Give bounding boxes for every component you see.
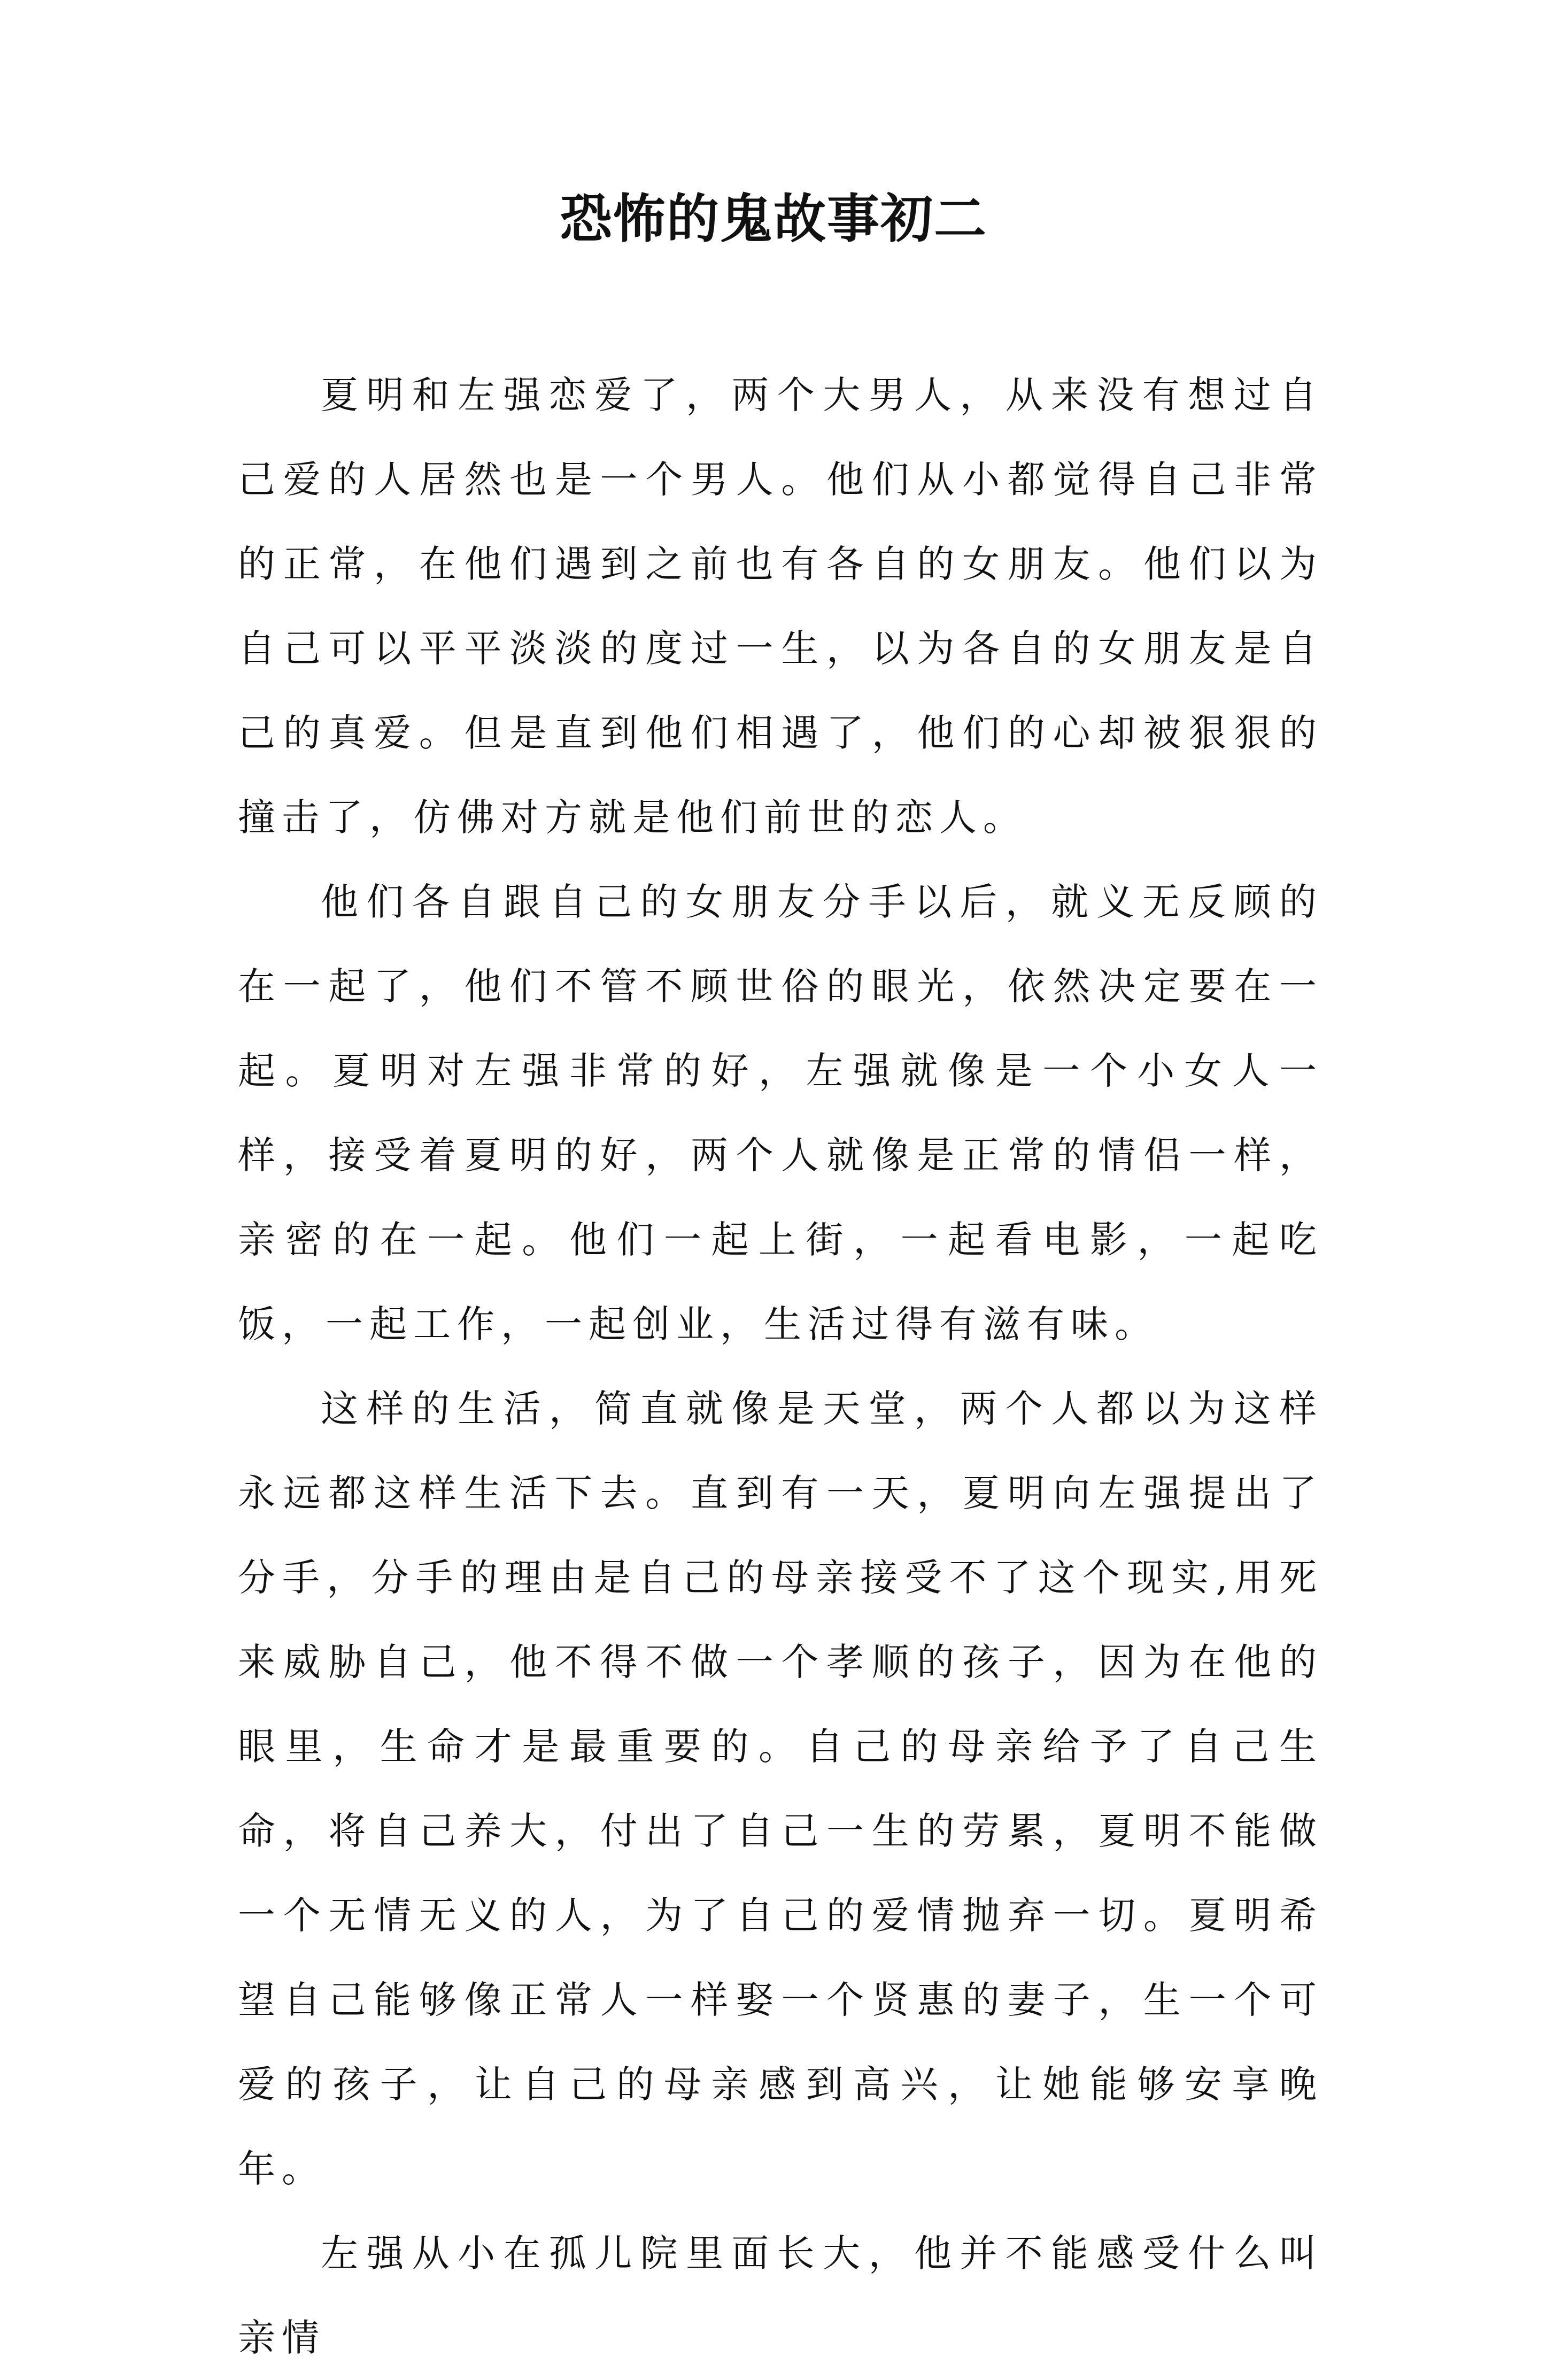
paragraph: 左强从小在孤儿院里面长大，他并不能感受什么叫亲情 [238,2231,1323,2360]
paragraph: 他们各自跟自己的女朋友分手以后，就义无反顾的在一起了，他们不管不顾世俗的眼光，依然决定要在一起。夏明对左强非常的好，左强就像是一个小女人一样，接受着夏明的好，两个人就像是正常的情侣一样，亲密的在一起。他们一起上街，一起看电影，一起吃饭，一起工作，一起创业，生活过得有滋有味。 [238,880,1323,1346]
document-body [238,353,1323,2380]
document-title: 恐怖的鬼故事初二 [559,188,987,250]
paragraph: 这样的生活，简直就像是天堂，两个人都以为这样永远都这样生活下去。直到有一天，夏明向左强提出了分手，分手的理由是自己的母亲接受不了这个现实,用死来威胁自己，他不得不做一个孝顺的孩子，因为在他的眼里，生命才是最重要的。自己的母亲给予了自己生命，将自己养大，付出了自己一生的劳累，夏明不能做一个无情无义的人，为了自己的爱情抛弃一切。夏明希望自己能够像正常人一样娶一个贤惠的妻子，生一个可爱的孩子，让自己的母亲感到高兴，让她能够安享晚年。 [238,1387,1323,2191]
paragraph: 夏明和左强恋爱了，两个大男人，从来没有想过自己爱的人居然也是一个男人。他们从小都觉得自己非常的正常，在他们遇到之前也有各自的女朋友。他们以为自己可以平平淡淡的度过一生，以为各自的女朋友是自己的真爱。但是直到他们相遇了，他们的心却被狠狠的撞击了，仿佛对方就是他们前世的恋人。 [238,373,1323,839]
